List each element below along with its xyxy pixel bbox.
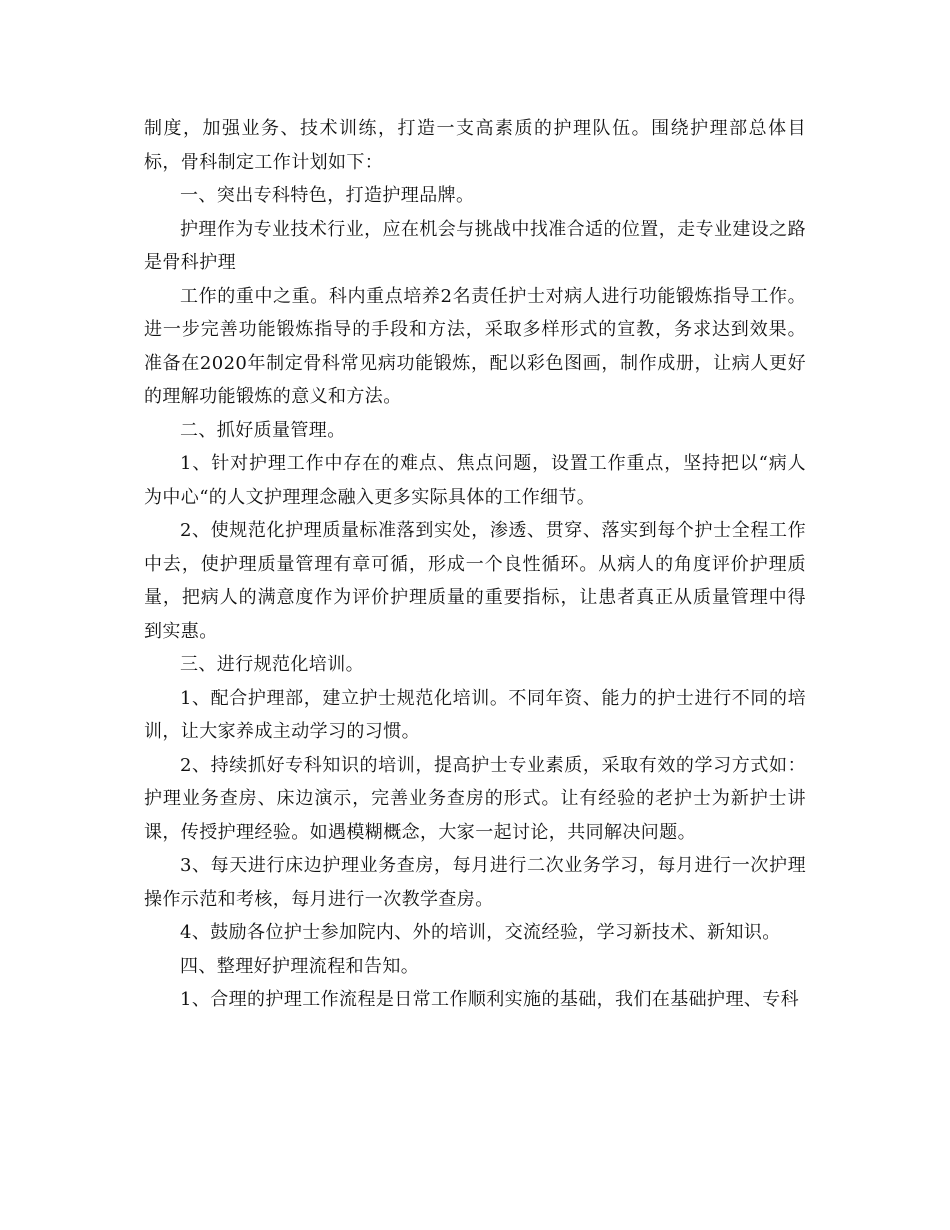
paragraph-section-3-item-3: 3、每天进行床边护理业务查房，每月进行二次业务学习，每月进行一次护理操作示范和考核，每月进行一次教学查房。 bbox=[144, 855, 806, 910]
paragraph-section-2-item-1: 1、针对护理工作中存在的难点、焦点问题，设置工作重点，坚持把以“病人为中心“的人文护理理念融入更多实际具体的工作细节。 bbox=[144, 453, 806, 508]
paragraph-intro: 制度，加强业务、技术训练，打造一支高素质的护理队伍。围绕护理部总体目标，骨科制定工作计划如下： bbox=[144, 118, 806, 173]
heading-section-4: 四、整理好护理流程和告知。 bbox=[180, 955, 420, 977]
heading-section-1: 一、突出专科特色，打造护理品牌。 bbox=[180, 185, 475, 206]
paragraph-section-3-item-1: 1、配合护理部，建立护士规范化培训。不同年资、能力的护士进行不同的培训，让大家养成主动学习的习惯。 bbox=[144, 687, 806, 742]
paragraph-section-1-a: 护理作为专业技术行业，应在机会与挑战中找准合适的位置，走专业建设之路是骨科护理 bbox=[144, 218, 806, 273]
paragraph-section-4-item-1: 1、合理的护理工作流程是日常工作顺利实施的基础，我们在基础护理、专科 bbox=[180, 989, 800, 1010]
paragraph-section-1-b: 工作的重中之重。科内重点培养2名责任护士对病人进行功能锻炼指导工作。进一步完善功能锻炼指导的手段和方法，采取多样形式的宣教，务求达到效果。准备在2020年制定骨科常见病功能锻炼，配以彩色图画，制作成册，让病人更好的理解功能锻炼的意义和方法。 bbox=[144, 285, 806, 407]
paragraph-section-2-item-2: 2、使规范化护理质量标准落到实处，渗透、贯穿、落实到每个护士全程工作中去，使护理质量管理有章可循，形成一个良性循环。从病人的角度评价护理质量，把病人的满意度作为评价护理质量的重要指标，让患者真正从质量管理中得到实惠。 bbox=[144, 520, 806, 642]
document-body bbox=[144, 112, 806, 1017]
paragraph-section-3-item-2: 2、持续抓好专科知识的培训，提高护士专业素质，采取有效的学习方式如：护理业务查房、床边演示，完善业务查房的形式。让有经验的老护士为新护士讲课，传授护理经验。如遇模糊概念，大家一起讨论，共同解决问题。 bbox=[144, 754, 806, 843]
heading-section-2: 二、抓好质量管理。 bbox=[180, 419, 346, 441]
paragraph-section-3-item-4: 4、鼓励各位护士参加院内、外的培训，交流经验，学习新技术、新知识。 bbox=[180, 922, 781, 943]
heading-section-3: 三、进行规范化培训。 bbox=[180, 654, 364, 675]
